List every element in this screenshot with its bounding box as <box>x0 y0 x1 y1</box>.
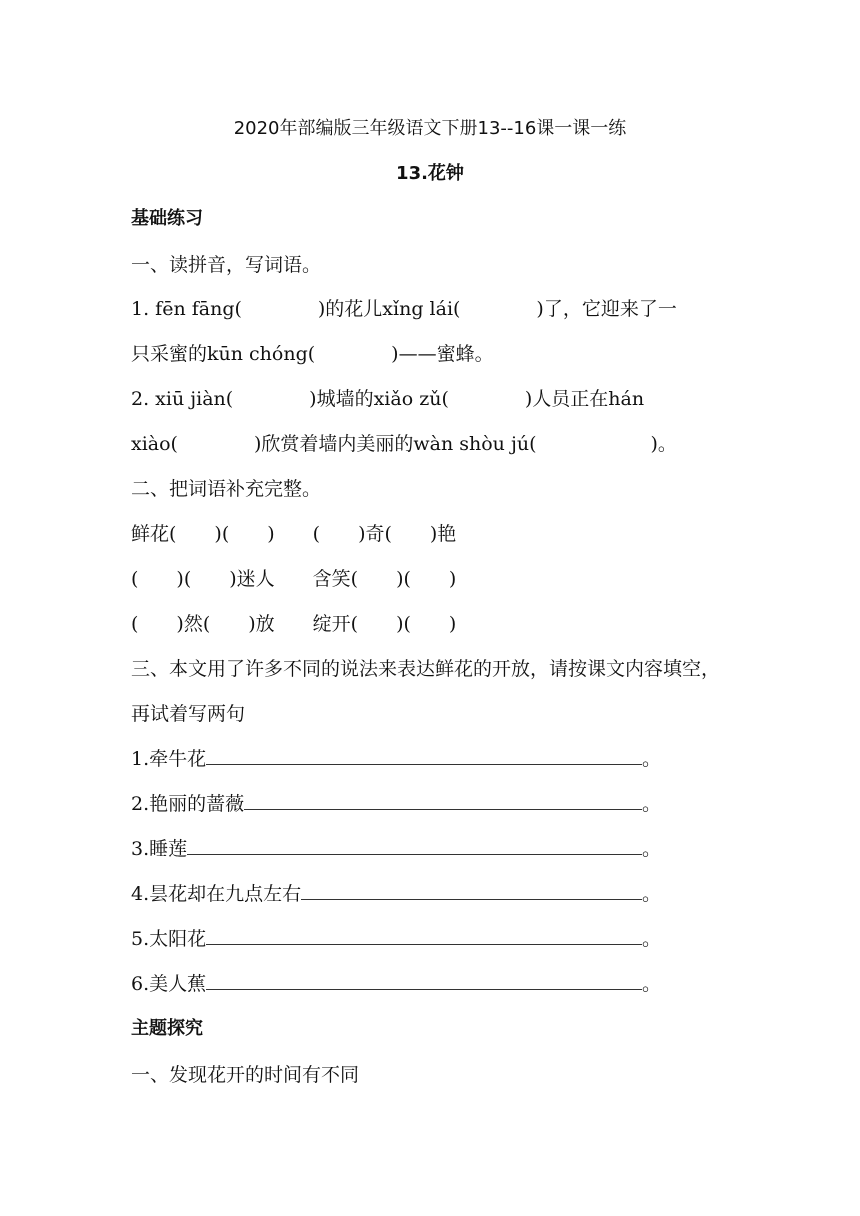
answer-blank[interactable] <box>206 750 642 765</box>
theme-question-1: 一、发现花开的时间有不同 <box>131 1064 360 1086</box>
question-1-line-1: 1. fēn fāng( )的花儿xǐng lái( )了，它迎来了一 <box>131 298 677 320</box>
fill-item-label: 4.昙花却在九点左右 <box>131 883 302 905</box>
fill-item-end: 。 <box>641 793 661 815</box>
document-title: 2020年部编版三年级语文下册13--16课一课一练 <box>233 118 627 139</box>
question-2-heading: 二、把词语补充完整。 <box>131 478 322 500</box>
question-1-line-2: 只采蜜的kūn chóng( )——蜜蜂。 <box>131 343 494 365</box>
fill-item-end: 。 <box>641 838 661 860</box>
fill-item-end: 。 <box>641 928 661 950</box>
question-2-row-1: 鲜花( )( ) ( )奇( )艳 <box>131 523 457 545</box>
fill-item-5 <box>131 926 661 952</box>
fill-item-label: 5.太阳花 <box>131 928 207 950</box>
answer-blank[interactable] <box>206 975 642 990</box>
answer-blank[interactable] <box>206 930 642 945</box>
fill-item-end: 。 <box>641 973 661 995</box>
question-3-heading-line-2: 再试着写两句 <box>131 703 246 725</box>
question-1-line-4: xiào( )欣赏着墙内美丽的wàn shòu jú( )。 <box>131 433 677 455</box>
fill-item-label: 3.睡莲 <box>131 838 188 860</box>
answer-blank[interactable] <box>244 795 642 810</box>
section-basic-heading: 基础练习 <box>131 208 203 229</box>
question-2-row-2: ( )( )迷人 含笑( )( ) <box>131 568 457 590</box>
fill-item-label: 6.美人蕉 <box>131 973 207 995</box>
fill-item-4 <box>131 881 661 907</box>
answer-blank[interactable] <box>187 840 642 855</box>
fill-item-3 <box>131 836 661 862</box>
fill-item-2 <box>131 791 661 817</box>
fill-item-label: 1.牵牛花 <box>131 748 207 770</box>
fill-item-1 <box>131 746 661 772</box>
fill-item-end: 。 <box>641 748 661 770</box>
question-1-line-3: 2. xiū jiàn( )城墙的xiǎo zǔ( )人员正在hán <box>131 388 645 410</box>
question-1-heading: 一、读拼音，写词语。 <box>131 254 322 276</box>
fill-item-6 <box>131 971 661 997</box>
fill-item-end: 。 <box>641 883 661 905</box>
question-3-heading-line-1: 三、本文用了许多不同的说法来表达鲜花的开放，请按课文内容填空， <box>131 658 721 680</box>
section-theme-heading: 主题探究 <box>131 1018 203 1039</box>
question-2-row-3: ( )然( )放 绽开( )( ) <box>131 613 457 635</box>
lesson-title: 13.花钟 <box>396 163 464 184</box>
fill-item-label: 2.艳丽的蔷薇 <box>131 793 245 815</box>
answer-blank[interactable] <box>301 885 642 900</box>
